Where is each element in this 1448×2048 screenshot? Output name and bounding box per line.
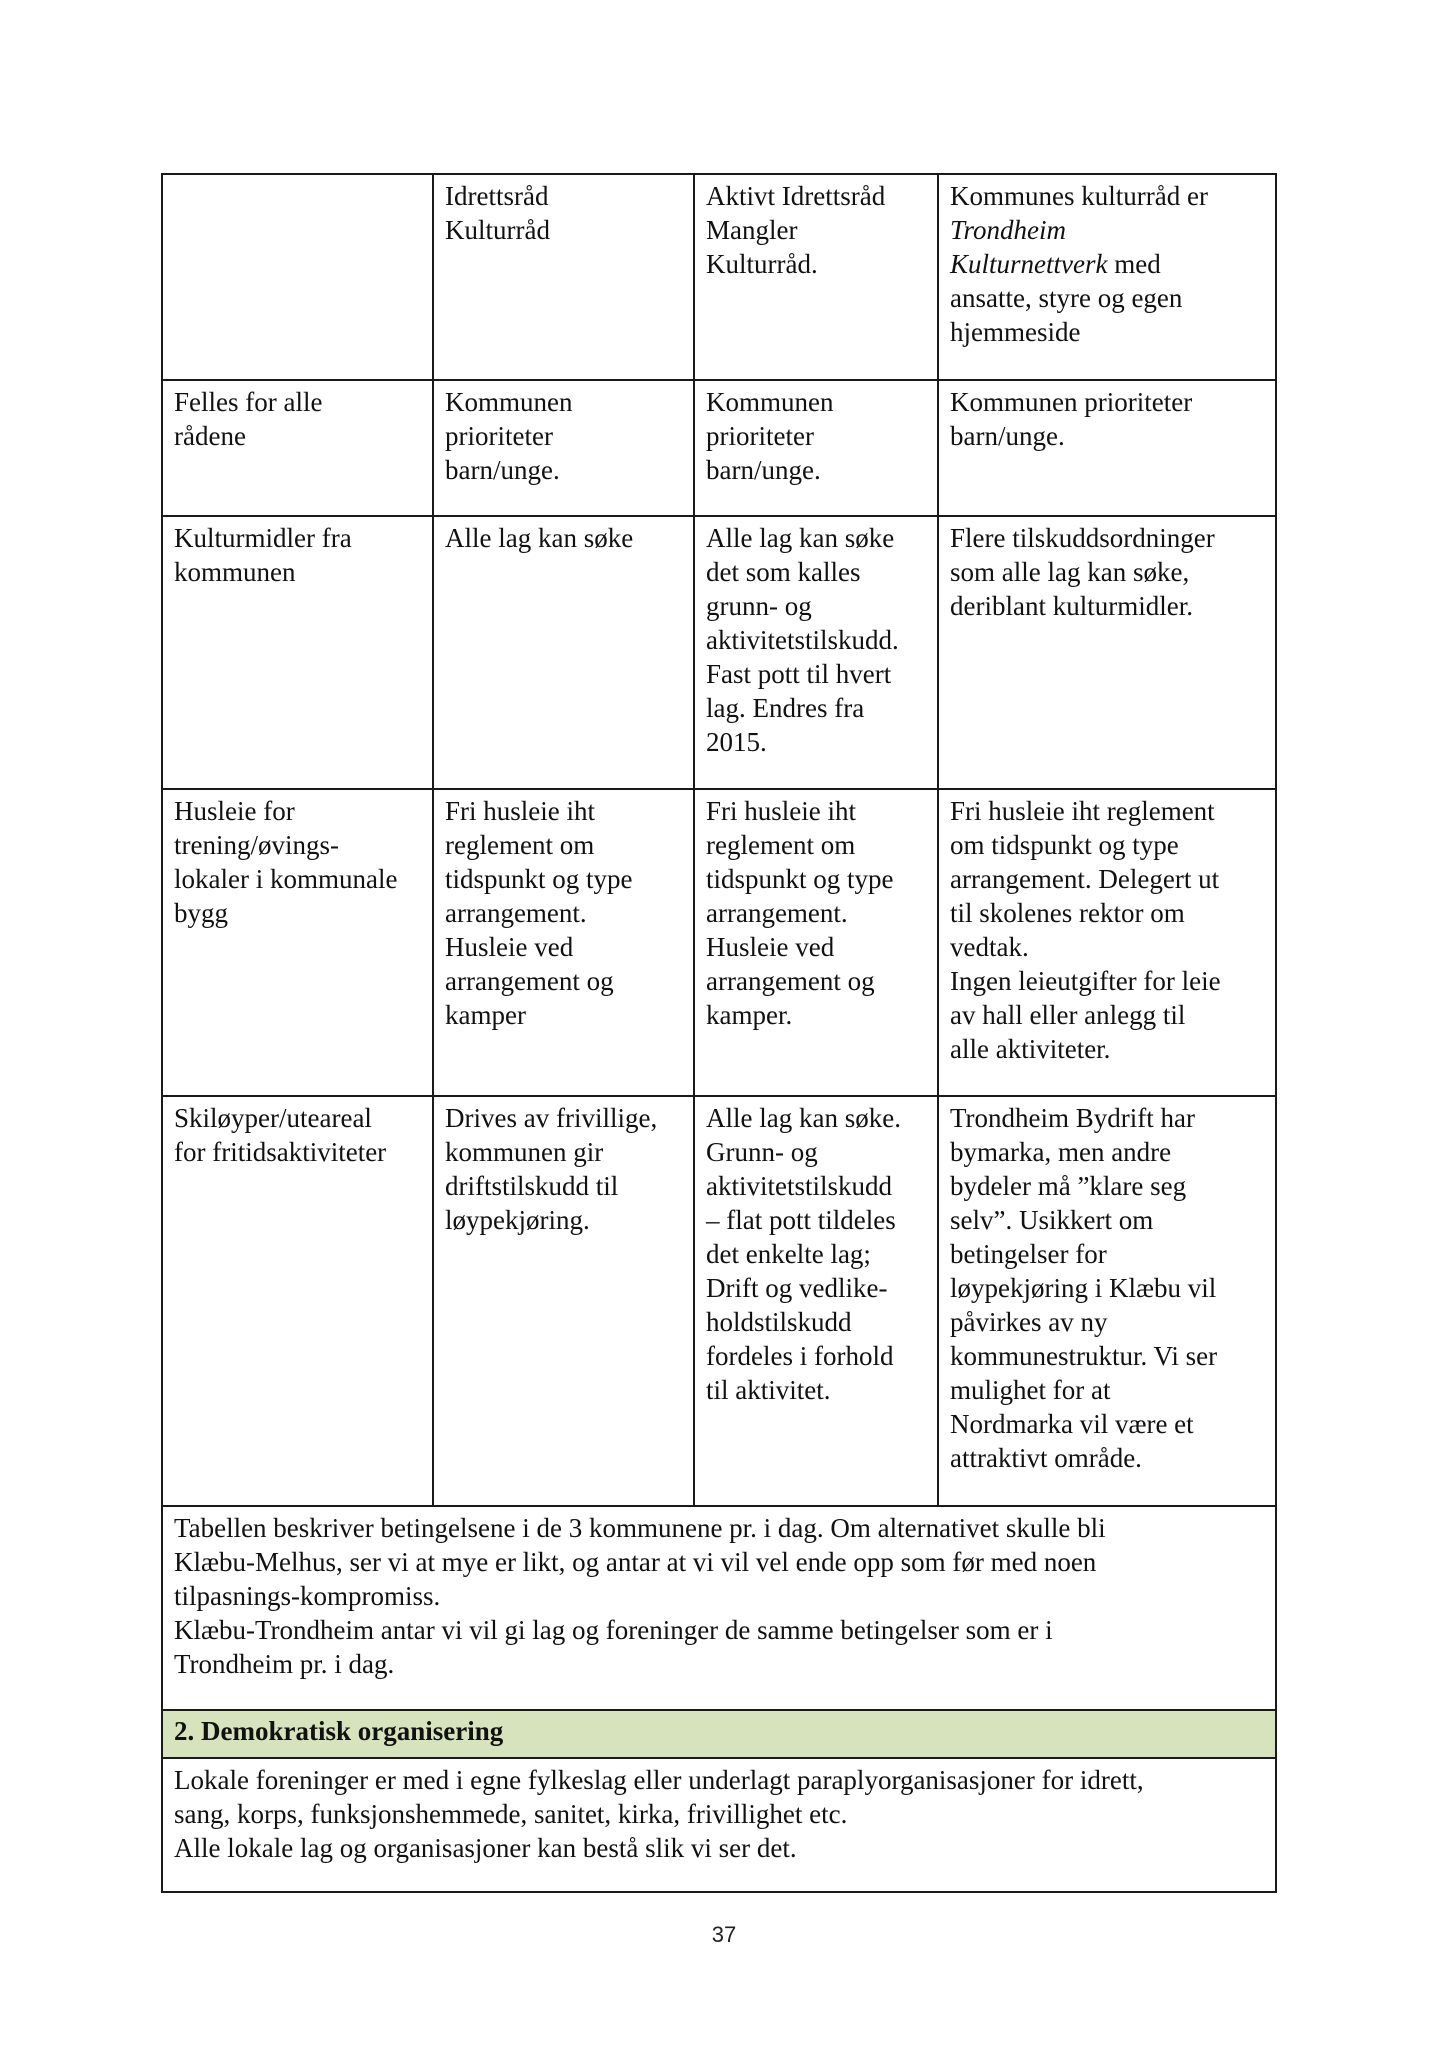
- cell-line: Kulturråd: [445, 215, 550, 245]
- cell-text: med: [1107, 249, 1161, 279]
- header-cell-empty: [162, 174, 433, 380]
- body-line: Lokale foreninger er med i egne fylkeslag eller underlagt paraplyorganisasjoner for idrett,: [174, 1765, 1144, 1795]
- row-label-cell: [162, 380, 433, 516]
- cell-line: tidspunkt og type: [445, 864, 633, 894]
- table-cell: [694, 380, 938, 516]
- cell-line: Drift og vedlike-: [706, 1273, 888, 1303]
- cell-line: trening/øvings-: [174, 830, 339, 860]
- cell-line: Fri husleie iht reglement: [950, 796, 1215, 826]
- cell-line: Mangler: [706, 215, 798, 245]
- header-cell-municipality-2: [694, 174, 938, 380]
- cell-line: lokaler i kommunale: [174, 864, 398, 894]
- page-number: 37: [711, 1922, 737, 1947]
- cell-line: Husleie for: [174, 796, 295, 826]
- cell-line: arrangement og: [706, 966, 875, 996]
- table-cell: [433, 380, 694, 516]
- cell-line: reglement om: [445, 830, 595, 860]
- cell-line: Alle lag kan søke: [445, 523, 634, 553]
- table-cell: [433, 1096, 694, 1506]
- cell-line: til skolenes rektor om: [950, 898, 1185, 928]
- table-cell: [694, 1096, 938, 1506]
- cell-line: reglement om: [706, 830, 856, 860]
- cell-line: kamper: [445, 1000, 526, 1030]
- cell-line: barn/unge.: [950, 421, 1065, 451]
- cell-line: – flat pott tildeles: [706, 1205, 896, 1235]
- cell-line: Nordmarka vil være et: [950, 1409, 1194, 1439]
- cell-line: 2015.: [706, 727, 767, 757]
- cell-line: Alle lag kan søke.: [706, 1103, 901, 1133]
- cell-line: kommunestruktur. Vi ser: [950, 1341, 1218, 1371]
- row-label-cell: [162, 789, 433, 1096]
- cell-line: prioriteter: [706, 421, 814, 451]
- section-heading: 2. Demokratisk organisering: [162, 1710, 1276, 1758]
- cell-line: lag. Endres fra: [706, 693, 865, 723]
- cell-line: om tidspunkt og type: [950, 830, 1179, 860]
- cell-line: grunn- og: [706, 591, 812, 621]
- cell-line: rådene: [174, 421, 246, 451]
- table-row: [162, 380, 1276, 516]
- cell-line: Kommunen: [445, 387, 573, 417]
- cell-line: selv”. Usikkert om: [950, 1205, 1154, 1235]
- cell-line: Fri husleie iht: [445, 796, 595, 826]
- summary-line: tilpasnings-kompromiss.: [174, 1581, 441, 1611]
- cell-line: hjemmeside: [950, 317, 1081, 347]
- cell-line: påvirkes av ny: [950, 1307, 1108, 1337]
- section-body-cell: [162, 1758, 1276, 1892]
- cell-line: driftstilskudd til: [445, 1171, 619, 1201]
- table-cell: [694, 789, 938, 1096]
- table-cell: [938, 1096, 1276, 1506]
- cell-line: bygg: [174, 898, 228, 928]
- table-row: [162, 1096, 1276, 1506]
- italic-text: Trondheim: [950, 215, 1067, 245]
- cell-line: aktivitetstilskudd: [706, 1171, 892, 1201]
- cell-line: Kommunes kulturråd er: [950, 181, 1208, 211]
- cell-line: Skiløyper/uteareal: [174, 1103, 372, 1133]
- cell-line: kommunen gir: [445, 1137, 604, 1167]
- table-row: [162, 789, 1276, 1096]
- cell-line: Kommunen prioriteter: [950, 387, 1193, 417]
- cell-line: Fri husleie iht: [706, 796, 856, 826]
- section-body-row: [162, 1758, 1276, 1892]
- cell-line: holdstilskudd: [706, 1307, 852, 1337]
- summary-row: [162, 1506, 1276, 1710]
- table-cell: [938, 789, 1276, 1096]
- cell-line: Ingen leieutgifter for leie: [950, 966, 1221, 996]
- cell-line: Flere tilskuddsordninger: [950, 523, 1215, 553]
- summary-cell: [162, 1506, 1276, 1710]
- cell-line: betingelser for: [950, 1239, 1107, 1269]
- row-label-cell: [162, 1096, 433, 1506]
- cell-line: til aktivitet.: [706, 1375, 831, 1405]
- cell-line: for fritidsaktiviteter: [174, 1137, 387, 1167]
- cell-line: Alle lag kan søke: [706, 523, 895, 553]
- summary-line: Trondheim pr. i dag.: [174, 1649, 395, 1679]
- cell-line: løypekjøring i Klæbu vil: [950, 1273, 1217, 1303]
- summary-line: Tabellen beskriver betingelsene i de 3 kommunene pr. i dag. Om alternativet skulle bli: [174, 1513, 1106, 1543]
- row-label-cell: [162, 516, 433, 789]
- cell-line: [950, 247, 1265, 281]
- cell-line: Trondheim Bydrift har: [950, 1103, 1195, 1133]
- table-header-row: [162, 174, 1276, 380]
- cell-line: ansatte, styre og egen: [950, 283, 1183, 313]
- cell-line: Husleie ved: [445, 932, 574, 962]
- cell-line: Fast pott til hvert: [706, 659, 892, 689]
- cell-line: av hall eller anlegg til: [950, 1000, 1186, 1030]
- cell-line: bymarka, men andre: [950, 1137, 1172, 1167]
- cell-line: Grunn- og: [706, 1137, 818, 1167]
- table-cell: [938, 516, 1276, 789]
- section-heading-row: [162, 1710, 1276, 1758]
- cell-line: som alle lag kan søke,: [950, 557, 1190, 587]
- cell-line: Kulturmidler fra: [174, 523, 352, 553]
- cell-line: løypekjøring.: [445, 1205, 590, 1235]
- header-cell-municipality-3: [938, 174, 1276, 380]
- cell-line: deriblant kulturmidler.: [950, 591, 1193, 621]
- cell-line: alle aktiviteter.: [950, 1034, 1111, 1064]
- table-cell: [433, 516, 694, 789]
- cell-line: det enkelte lag;: [706, 1239, 871, 1269]
- cell-line: arrangement og: [445, 966, 614, 996]
- cell-line: kamper.: [706, 1000, 793, 1030]
- italic-text: Kulturnettverk: [950, 249, 1108, 279]
- table-cell: [433, 789, 694, 1096]
- header-cell-municipality-1: [433, 174, 694, 380]
- cell-line: fordeles i forhold: [706, 1341, 894, 1371]
- cell-line: Husleie ved: [706, 932, 835, 962]
- table-row: [162, 516, 1276, 789]
- table-cell: [694, 516, 938, 789]
- cell-line: mulighet for at: [950, 1375, 1111, 1405]
- cell-line: tidspunkt og type: [706, 864, 894, 894]
- cell-line: arrangement.: [445, 898, 587, 928]
- cell-line: Aktivt Idrettsråd: [706, 181, 886, 211]
- cell-line: barn/unge.: [445, 455, 560, 485]
- summary-line: Klæbu-Trondheim antar vi vil gi lag og foreninger de samme betingelser som er i: [174, 1615, 1053, 1645]
- summary-line: Klæbu-Melhus, ser vi at mye er likt, og antar at vi vil vel ende opp som før med noen: [174, 1547, 1097, 1577]
- cell-line: Idrettsråd: [445, 181, 549, 211]
- cell-line: Kulturråd.: [706, 249, 818, 279]
- cell-line: aktivitetstilskudd.: [706, 625, 899, 655]
- cell-line: [950, 213, 1265, 247]
- cell-line: bydeler må ”klare seg: [950, 1171, 1187, 1201]
- body-line: sang, korps, funksjonshemmede, sanitet, kirka, frivillighet etc.: [174, 1799, 848, 1829]
- cell-line: det som kalles: [706, 557, 861, 587]
- table-cell: [938, 380, 1276, 516]
- cell-line: prioriteter: [445, 421, 553, 451]
- cell-line: Kommunen: [706, 387, 834, 417]
- cell-line: arrangement.: [706, 898, 848, 928]
- cell-line: arrangement. Delegert ut: [950, 864, 1220, 894]
- body-line: Alle lokale lag og organisasjoner kan bestå slik vi ser det.: [174, 1833, 797, 1863]
- comparison-table: [161, 173, 1277, 1893]
- cell-line: vedtak.: [950, 932, 1029, 962]
- cell-line: Felles for alle: [174, 387, 323, 417]
- cell-line: kommunen: [174, 557, 296, 587]
- cell-line: attraktivt område.: [950, 1443, 1142, 1473]
- cell-line: Drives av frivillige,: [445, 1103, 658, 1133]
- cell-line: barn/unge.: [706, 455, 821, 485]
